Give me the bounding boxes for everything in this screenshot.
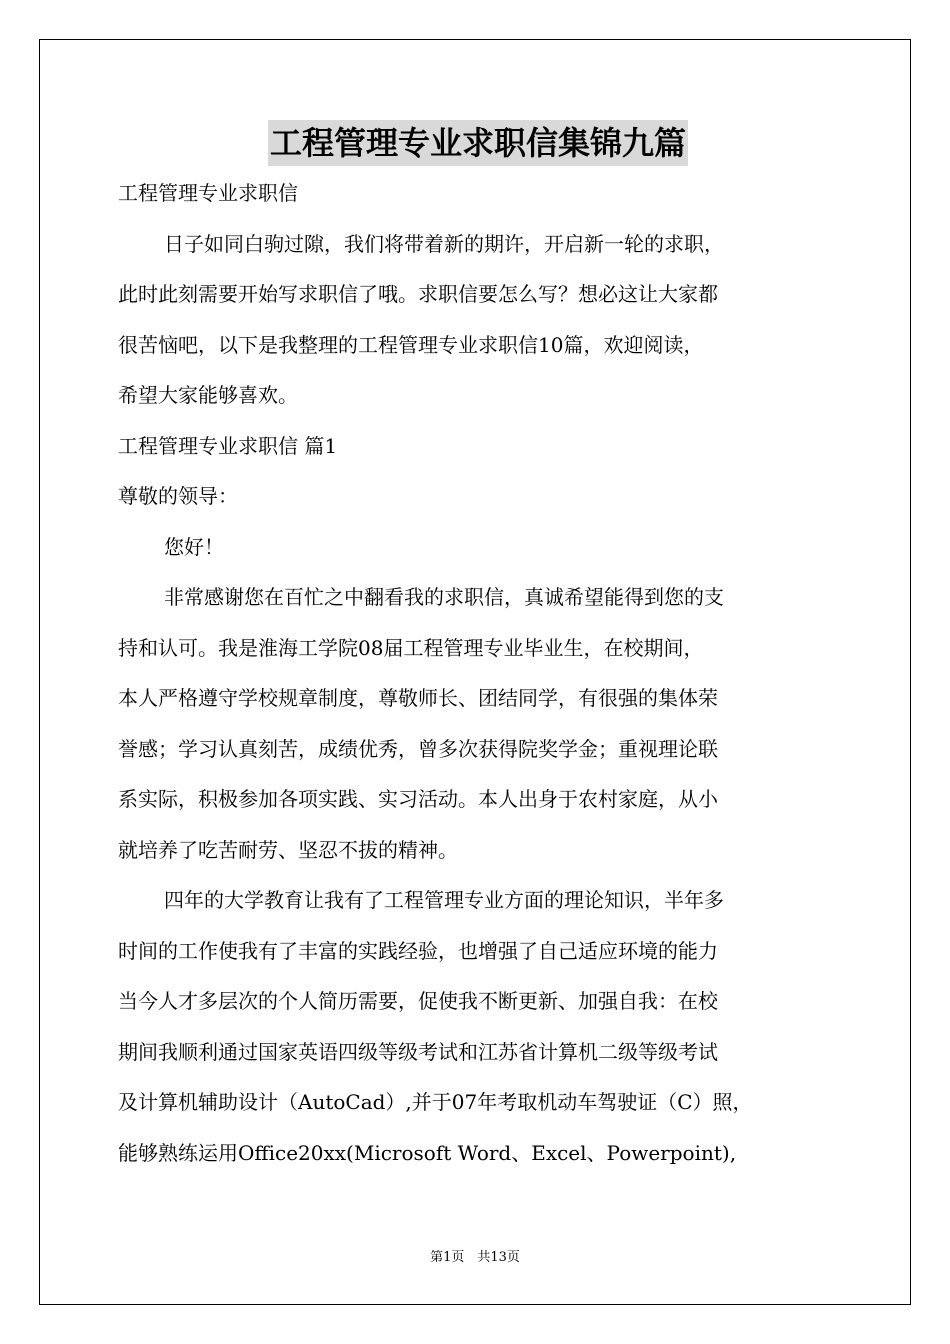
text-line: 就培养了吃苦耐劳、坚忍不拔的精神。 xyxy=(118,837,458,862)
text-line: 本人严格遵守学校规章制度，尊敬师长、团结同学，有很强的集体荣 xyxy=(118,686,718,710)
document-lines xyxy=(118,168,838,1178)
text-line: 非常感谢您在百忙之中翻看我的求职信，真诚希望能得到您的支 xyxy=(164,585,724,609)
text-line: 您好！ xyxy=(164,534,224,559)
text-line: 能够熟练运用Office20xx(Microsoft Word、Excel、Powerpoint), xyxy=(118,1140,737,1165)
text-line: 此时此刻需要开始写求职信了哦。求职信要怎么写？想必这让大家都 xyxy=(118,282,718,306)
text-line: 时间的工作使我有了丰富的实践经验，也增强了自己适应环境的能力 xyxy=(118,938,718,963)
text-line: 工程管理专业求职信 篇1 xyxy=(118,433,338,458)
text-line: 誉感；学习认真刻苦，成绩优秀，曾多次获得院奖学金；重视理论联 xyxy=(118,736,718,761)
text-line: 持和认可。我是淮海工学院08届工程管理专业毕业生，在校期间， xyxy=(118,635,704,660)
text-line: 尊敬的领导： xyxy=(118,484,238,508)
document-body xyxy=(118,118,838,1178)
document-title xyxy=(118,118,838,168)
text-line: 系实际，积极参加各项实践、实习活动。本人出身于农村家庭，从小 xyxy=(118,787,718,811)
text-line: 期间我顺利通过国家英语四级等级考试和江苏省计算机二级等级考试 xyxy=(118,1039,718,1064)
text-line: 及计算机辅助设计（AutoCad）,并于07年考取机动车驾驶证（C）照， xyxy=(118,1090,753,1114)
text-line: 希望大家能够喜欢。 xyxy=(118,383,298,407)
page-footer: 第1页 共13页 xyxy=(430,1250,520,1265)
text-line: 工程管理专业求职信 xyxy=(118,181,298,205)
document-title-text: 工程管理专业求职信集锦九篇 xyxy=(268,120,688,166)
text-line: 很苦恼吧，以下是我整理的工程管理专业求职信10篇，欢迎阅读， xyxy=(118,332,704,357)
text-line: 四年的大学教育让我有了工程管理专业方面的理论知识，半年多 xyxy=(164,888,724,912)
text-line: 日子如同白驹过隙，我们将带着新的期许，开启新一轮的求职， xyxy=(164,231,724,256)
text-line: 当今人才多层次的个人简历需要，促使我不断更新、加强自我：在校 xyxy=(118,989,718,1013)
